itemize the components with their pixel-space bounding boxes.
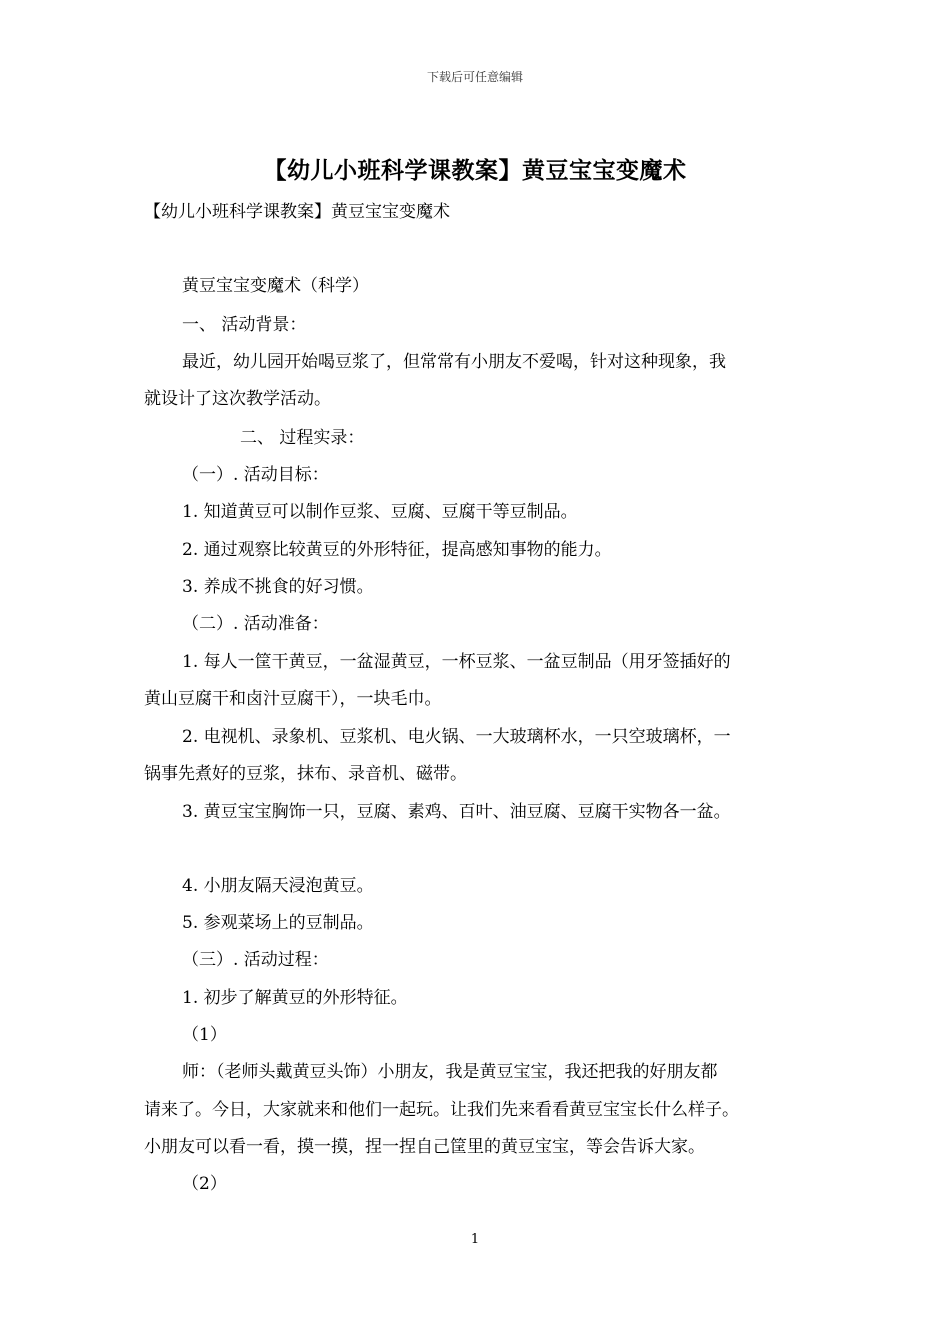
list-item: 2. 电视机、录象机、豆浆机、电火锅、一大玻璃杯水，一只空玻璃杯，一 <box>182 727 731 747</box>
subsection-heading-process: （三）. 活动过程： <box>182 950 329 970</box>
list-item: 5. 参观菜场上的豆制品。 <box>182 913 374 933</box>
document-subtitle: 【幼儿小班科学课教案】黄豆宝宝变魔术 <box>144 202 450 222</box>
page-number: 1 <box>470 1232 480 1247</box>
document-title: 【幼儿小班科学课教案】黄豆宝宝变魔术 <box>263 157 687 184</box>
activity-name: 黄豆宝宝变魔术（科学） <box>182 276 369 296</box>
paragraph-line: 小朋友可以看一看，摸一摸，捏一捏自己筐里的黄豆宝宝，等会告诉大家。 <box>144 1137 705 1157</box>
list-item: 2. 通过观察比较黄豆的外形特征，提高感知事物的能力。 <box>182 540 612 560</box>
header-note: 下载后可任意编辑 <box>426 70 523 84</box>
list-item: 3. 养成不挑食的好习惯。 <box>182 577 374 597</box>
list-item: 1. 每人一筐干黄豆，一盆湿黄豆，一杯豆浆、一盆豆制品（用牙签插好的 <box>182 652 731 672</box>
list-item-continued: 锅事先煮好的豆浆，抹布、录音机、磁带。 <box>144 764 467 784</box>
subsection-heading-preparation: （二）. 活动准备： <box>182 614 329 634</box>
subsection-heading-goals: （一）. 活动目标： <box>182 465 329 485</box>
section-heading-background: 一、 活动背景： <box>182 315 307 335</box>
paragraph-line: 就设计了这次教学活动。 <box>144 389 331 409</box>
step-label: （1） <box>182 1025 227 1045</box>
paragraph-line: 最近，幼儿园开始喝豆浆了，但常常有小朋友不爱喝，针对这种现象，我 <box>182 352 726 372</box>
section-heading-process: 二、 过程实录： <box>240 428 365 448</box>
list-item: 1. 初步了解黄豆的外形特征。 <box>182 988 408 1008</box>
list-item-continued: 黄山豆腐干和卤汁豆腐干），一块毛巾。 <box>144 689 442 709</box>
step-label: （2） <box>182 1174 227 1194</box>
list-item: 4. 小朋友隔天浸泡黄豆。 <box>182 876 374 896</box>
paragraph-line: 请来了。今日，大家就来和他们一起玩。让我们先来看看黄豆宝宝长什么样子。 <box>144 1100 739 1120</box>
list-item: 3. 黄豆宝宝胸饰一只，豆腐、素鸡、百叶、油豆腐、豆腐干实物各一盆。 <box>182 802 731 822</box>
paragraph-line: 师：（老师头戴黄豆头饰）小朋友，我是黄豆宝宝，我还把我的好朋友都 <box>182 1062 718 1082</box>
list-item: 1. 知道黄豆可以制作豆浆、豆腐、豆腐干等豆制品。 <box>182 502 578 522</box>
